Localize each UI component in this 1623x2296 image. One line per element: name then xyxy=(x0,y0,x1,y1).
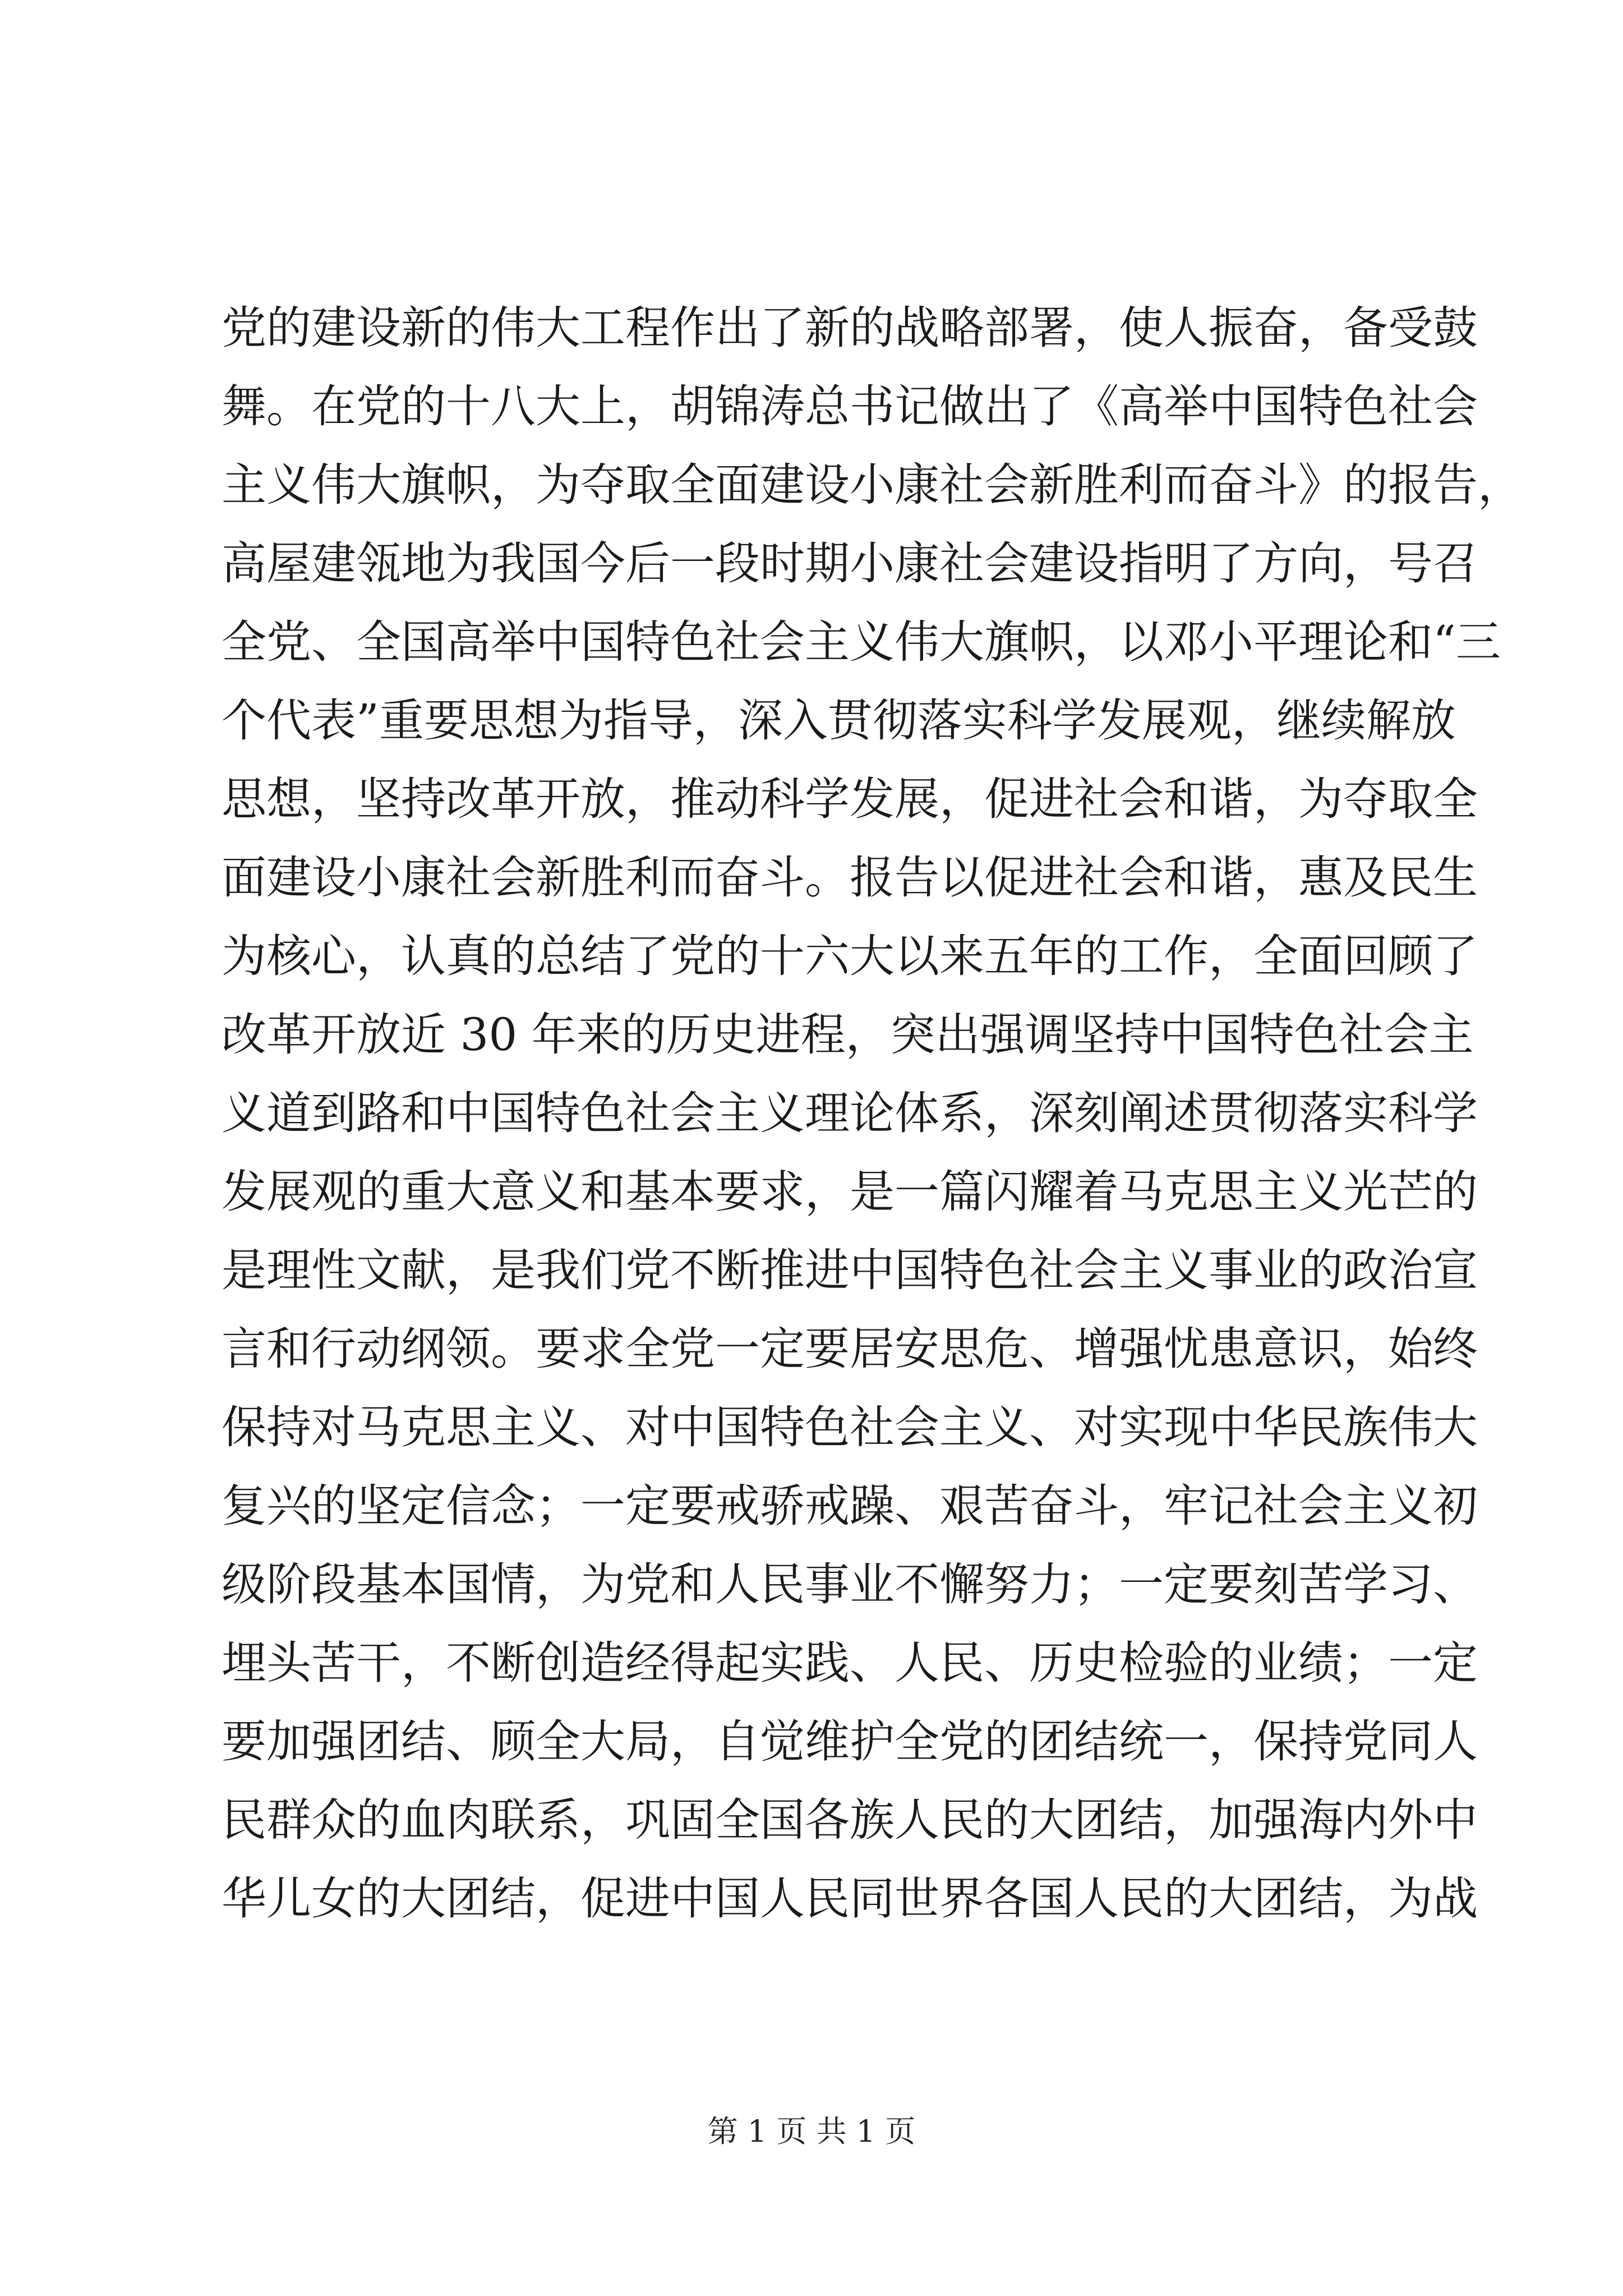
text-line: 华儿女的大团结，促进中国人民同世界各国人民的大团结，为战 xyxy=(222,1872,1478,1925)
text-line: 级阶段基本国情，为党和人民事业不懈努力；一定要刻苦学习、 xyxy=(222,1558,1478,1611)
text-line: 个代表”重要思想为指导，深入贯彻落实科学发展观，继续解放 xyxy=(222,694,1456,747)
text-line: 义道到路和中国特色社会主义理论体系，深刻阐述贯彻落实科学 xyxy=(222,1087,1478,1139)
text-line: 保持对马克思主义、对中国特色社会主义、对实现中华民族伟大 xyxy=(222,1401,1478,1453)
text-line: 改革开放近 30 年来的历史进程，突出强调坚持中国特色社会主 xyxy=(222,1009,1474,1061)
text-line: 要加强团结、顾全大局，自觉维护全党的团结统一，保持党同人 xyxy=(222,1715,1478,1768)
text-line: 思想，坚持改革开放，推动科学发展，促进社会和谐，为夺取全 xyxy=(222,773,1478,825)
text-line: 高屋建瓴地为我国今后一段时期小康社会建设指明了方向，号召 xyxy=(222,537,1478,590)
text-line: 民群众的血肉联系，巩固全国各族人民的大团结，加强海内外中 xyxy=(222,1794,1478,1846)
text-line: 言和行动纲领。要求全党一定要居安思危、增强忧患意识，始终 xyxy=(222,1323,1478,1375)
page-number-footer: 第 1 页 共 1 页 xyxy=(707,2114,916,2149)
text-line: 全党、全国高举中国特色社会主义伟大旗帜，以邓小平理论和“三 xyxy=(222,616,1501,668)
body-paragraph xyxy=(222,289,1523,1938)
text-line: 舞。在党的十八大上，胡锦涛总书记做出了《高举中国特色社会 xyxy=(222,380,1478,432)
text-line: 埋头苦干，不断创造经得起实践、人民、历史检验的业绩；一定 xyxy=(222,1637,1478,1689)
text-line: 发展观的重大意义和基本要求，是一篇闪耀着马克思主义光芒的 xyxy=(222,1166,1478,1218)
text-line: 面建设小康社会新胜利而奋斗。报告以促进社会和谐，惠及民生 xyxy=(222,852,1478,904)
text-line: 主义伟大旗帜，为夺取全面建设小康社会新胜利而奋斗》的报告， xyxy=(222,459,1523,511)
text-line: 是理性文献，是我们党不断推进中国特色社会主义事业的政治宣 xyxy=(222,1244,1478,1296)
text-line: 党的建设新的伟大工程作出了新的战略部署，使人振奋，备受鼓 xyxy=(222,302,1478,354)
text-line: 为核心，认真的总结了党的十六大以来五年的工作，全面回顾了 xyxy=(222,930,1478,982)
text-line: 复兴的坚定信念；一定要戒骄戒躁、艰苦奋斗，牢记社会主义初 xyxy=(222,1480,1478,1532)
